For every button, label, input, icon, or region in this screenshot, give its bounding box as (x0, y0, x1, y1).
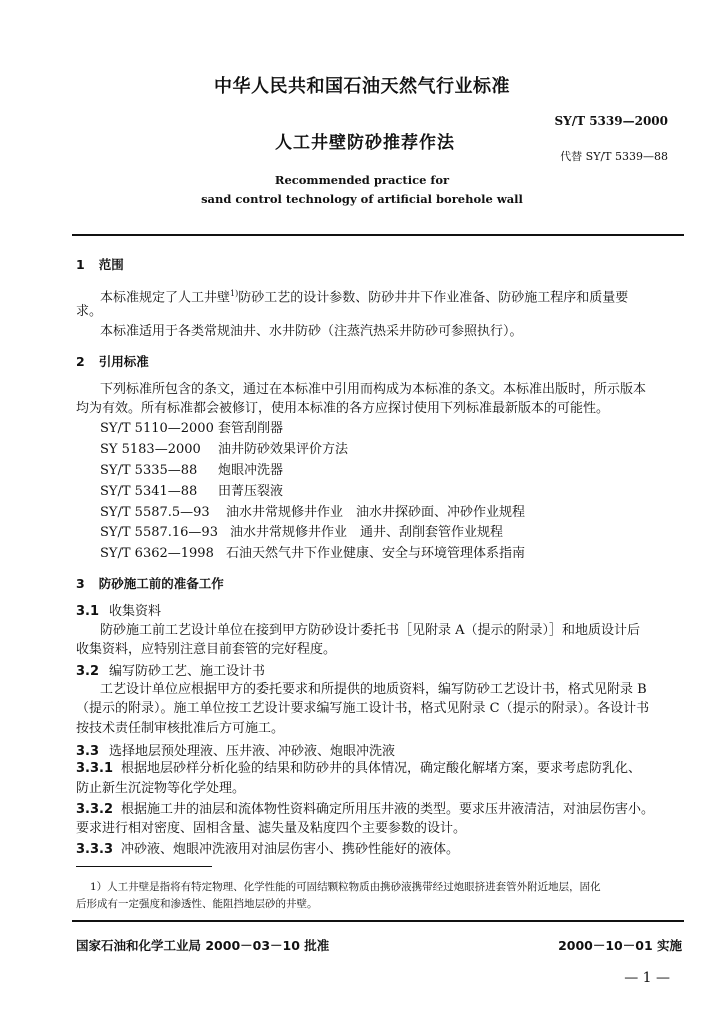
footnote-line-1: 1）人工井壁是指将有特定物理、化学性能的可固结颗粒物质由携砂液携带经过炮眼挤进套管外附近地层，固化 (90, 881, 601, 893)
reference-code: SY 5183—2000 (100, 442, 201, 457)
subsection-number: 3.2 (76, 664, 100, 679)
clause-text: 根据地层砂样分析化验的结果和防砂井的具体情况，确定酸化解堵方案，要求考虑防乳化、 (121, 761, 642, 776)
reference-item (100, 522, 503, 544)
reference-name: 油井防砂效果评价方法 (218, 442, 349, 457)
text: 防砂工艺的设计参数、防砂井井下作业准备、防砂施工程序和质量要 (238, 290, 629, 306)
english-title-line-2: sand control technology of artificial borehole wall (201, 192, 523, 206)
section-2-paragraph-line-2: 均为有效。所有标准都会被修订，使用本标准的各方应探讨使用下列标准最新版本的可能性。 (76, 401, 610, 416)
section-title: 防砂施工前的准备工作 (98, 576, 224, 591)
clause-number: 3.3.2 (76, 802, 114, 817)
page-number: — 1 — (624, 970, 670, 986)
subsection-3-2-text-line-2: （提示的附录）。施工单位按工艺设计要求编写施工设计书，格式见附录 C（提示的附录）。各设计书 (76, 701, 650, 716)
standard-number: SY/T 5339—2000 (554, 114, 668, 128)
reference-code: SY/T 5335—88 (100, 463, 198, 478)
reference-name: 炮眼冲洗器 (218, 463, 284, 478)
effective-date: 2000－10－01 实施 (558, 938, 682, 953)
subsection-title: 收集资料 (109, 604, 162, 619)
subsection-3-1-text-line-2: 收集资料，应特别注意目前套管的完好程度。 (76, 642, 337, 657)
reference-item (100, 502, 525, 524)
reference-name: 田菁压裂液 (218, 484, 284, 499)
reference-item (100, 543, 525, 565)
footnote-line-2: 后形成有一定强度和渗透性、能阻挡地层砂的井壁。 (76, 898, 318, 910)
reference-item (100, 460, 283, 482)
reference-item (100, 439, 348, 461)
clause-text: 冲砂液、炮眼冲洗液用对油层伤害小、携砂性能好的液体。 (121, 842, 460, 857)
section-1-paragraph-1 (100, 283, 628, 309)
reference-code: SY/T 6362—1998 (100, 546, 214, 561)
section-2-heading (76, 352, 149, 370)
section-number: 3 (76, 576, 85, 591)
footer-rule (72, 920, 684, 922)
section-3-heading (76, 574, 224, 592)
subsection-number: 3.3 (76, 744, 100, 759)
section-title: 引用标准 (98, 354, 149, 369)
footnote-separator (76, 866, 212, 867)
clause-3-3-1-line-1 (76, 758, 641, 780)
reference-name: 油水井常规修井作业 通井、刮削套管作业规程 (230, 525, 504, 540)
clause-3-3-1-line-2: 防止新生沉淀物等化学处理。 (76, 781, 246, 796)
subsection-title: 编写防砂工艺、施工设计书 (109, 664, 266, 679)
header-rule (72, 234, 684, 236)
reference-code: SY/T 5587.5—93 (100, 505, 210, 520)
approval-date: 国家石油和化学工业局 2000－03－10 批准 (76, 938, 330, 953)
subsection-number: 3.1 (76, 604, 100, 619)
clause-number: 3.3.1 (76, 761, 114, 776)
org-title: 中华人民共和国石油天然气行业标准 (214, 76, 510, 97)
reference-code: SY/T 5110—2000 (100, 421, 214, 436)
reference-item (100, 481, 283, 503)
reference-name: 油水井常规修井作业 油水井探砂面、冲砂作业规程 (226, 505, 526, 520)
text: 本标准规定了人工井壁 (100, 290, 231, 306)
section-number: 2 (76, 354, 85, 369)
subsection-title: 选择地层预处理液、压井液、冲砂液、炮眼冲洗液 (109, 744, 396, 759)
subsection-3-2-text-line-3: 按技术责任制审核批准后方可施工。 (76, 721, 285, 736)
section-number: 1 (76, 257, 85, 272)
clause-3-3-3-line-1 (76, 839, 459, 861)
section-1-paragraph-1-cont: 求。 (76, 304, 103, 319)
reference-code: SY/T 5341—88 (100, 484, 198, 499)
clause-number: 3.3.3 (76, 842, 114, 857)
subsection-3-1-text-line-1: 防砂施工前工艺设计单位在接到甲方防砂设计委托书［见附录 A（提示的附录）］和地质设计后 (100, 623, 641, 638)
reference-code: SY/T 5587.16—93 (100, 525, 218, 540)
replaces-notice: 代替 SY/T 5339—88 (560, 150, 668, 163)
subsection-3-1-heading (76, 600, 161, 619)
subsection-3-2-heading (76, 660, 265, 679)
subsection-3-2-text-line-1: 工艺设计单位应根据甲方的委托要求和所提供的地质资料，编写防砂工艺设计书，格式见附录 B (100, 682, 647, 697)
clause-text: 根据施工井的油层和流体物性资料确定所用压井液的类型。要求压井液清洁，对油层伤害小。 (121, 802, 655, 817)
subsection-3-3-heading (76, 740, 395, 759)
section-title: 范围 (98, 257, 124, 272)
reference-name: 套管刮削器 (218, 421, 284, 436)
english-title-line-1: Recommended practice for (274, 173, 450, 187)
reference-item (100, 418, 283, 440)
section-1-heading (76, 255, 124, 273)
section-1-paragraph-2: 本标准适用于各类常规油井、水井防砂（注蒸汽热采井防砂可参照执行）。 (100, 324, 523, 339)
document-title: 人工井壁防砂推荐作法 (275, 133, 455, 153)
clause-3-3-2-line-2: 要求进行相对密度、固相含量、滤失量及粘度四个主要参数的设计。 (76, 821, 467, 836)
reference-name: 石油天然气井下作业健康、安全与环境管理体系指南 (226, 546, 526, 561)
footnote-marker: 1) (230, 289, 239, 298)
section-2-paragraph-line-1: 下列标准所包含的条文，通过在本标准中引用而构成为本标准的条文。本标准出版时，所示版本 (100, 382, 647, 397)
